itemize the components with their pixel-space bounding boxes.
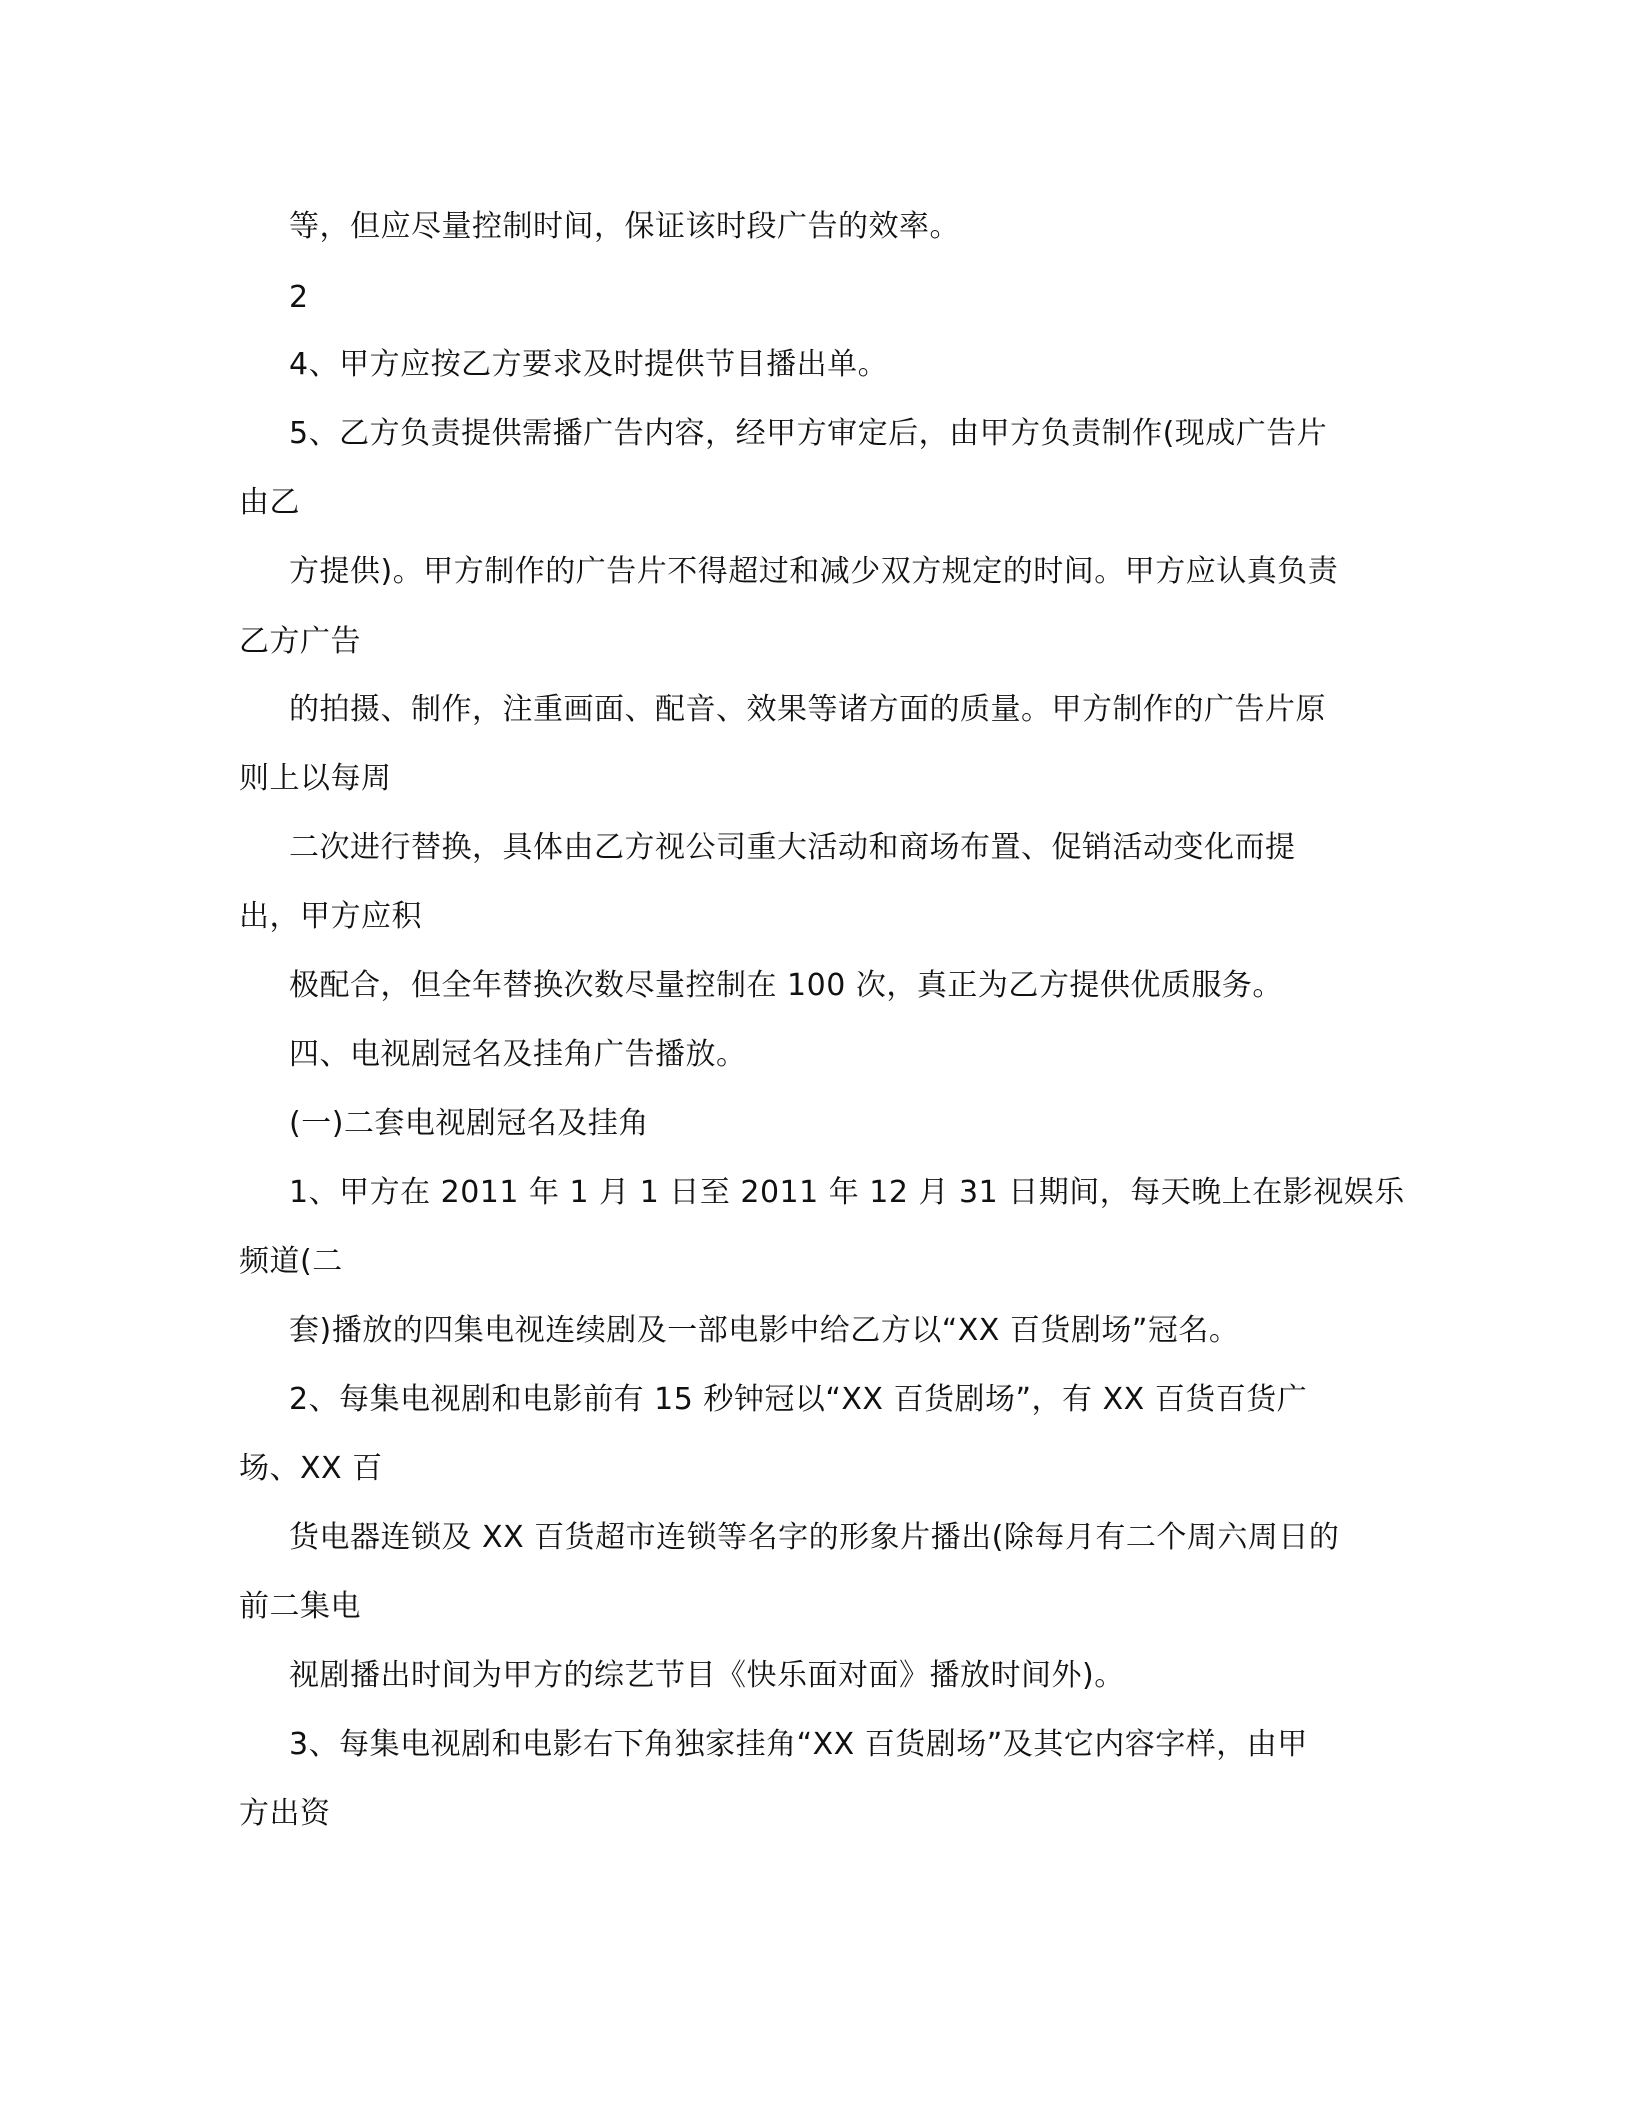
paragraph-line: 等，但应尽量控制时间，保证该时段广告的效率。: [289, 209, 960, 244]
paragraph-line: 则上以每周: [239, 761, 392, 796]
page-number: 2: [289, 280, 309, 315]
paragraph-line: 视剧播出时间为甲方的综艺节目《快乐面对面》播放时间外)。: [289, 1658, 1125, 1693]
paragraph-line: 5、乙方负责提供需播广告内容，经甲方审定后，由甲方负责制作(现成广告片: [289, 416, 1328, 451]
paragraph-line: 场、XX 百: [239, 1451, 383, 1486]
paragraph-line: 4、甲方应按乙方要求及时提供节目播出单。: [289, 347, 889, 382]
paragraph-line: 极配合，但全年替换次数尽量控制在 100 次，真正为乙方提供优质服务。: [289, 968, 1283, 1003]
paragraph-line: 的拍摄、制作，注重画面、配音、效果等诸方面的质量。甲方制作的广告片原: [289, 692, 1326, 727]
paragraph-line: 二次进行替换，具体由乙方视公司重大活动和商场布置、促销活动变化而提: [289, 830, 1296, 865]
paragraph-line: 套)播放的四集电视连续剧及一部电影中给乙方以“XX 百货剧场”冠名。: [289, 1313, 1240, 1348]
section-heading: 四、电视剧冠名及挂角广告播放。: [289, 1037, 747, 1072]
paragraph-line: 3、每集电视剧和电影右下角独家挂角“XX 百货剧场”及其它内容字样，由甲: [289, 1727, 1308, 1762]
paragraph-line: 乙方广告: [239, 624, 361, 659]
paragraph-line: 方出资: [239, 1796, 331, 1831]
paragraph-line: 出，甲方应积: [239, 899, 422, 934]
paragraph-line: 频道(二: [239, 1244, 343, 1279]
paragraph-line: 方提供)。甲方制作的广告片不得超过和减少双方规定的时间。甲方应认真负责: [289, 554, 1339, 589]
subsection-heading: (一)二套电视剧冠名及挂角: [289, 1106, 649, 1141]
paragraph-line: 前二集电: [239, 1589, 361, 1624]
paragraph-line: 1、甲方在 2011 年 1 月 1 日至 2011 年 12 月 31 日期间，每天晚上在影视娱乐: [289, 1175, 1405, 1210]
paragraph-line: 2、每集电视剧和电影前有 15 秒钟冠以“XX 百货剧场”，有 XX 百货百货广: [289, 1382, 1308, 1417]
paragraph-line: 由乙: [239, 485, 300, 520]
paragraph-line: 货电器连锁及 XX 百货超市连锁等名字的形象片播出(除每月有二个周六周日的: [289, 1520, 1340, 1555]
